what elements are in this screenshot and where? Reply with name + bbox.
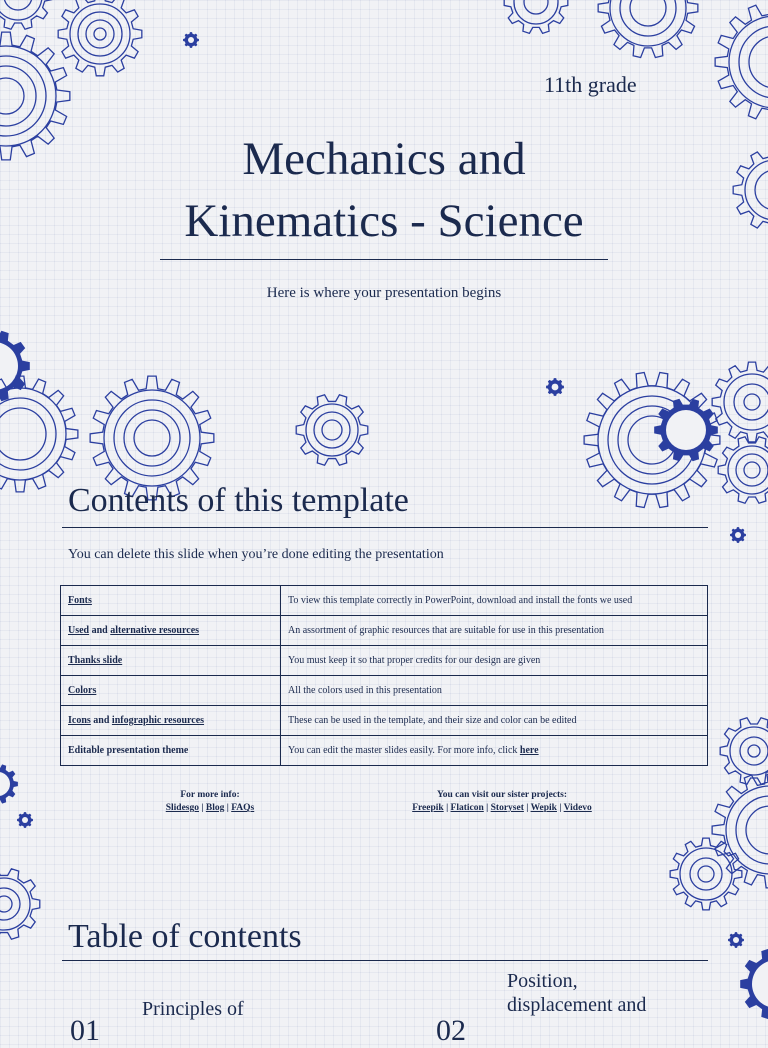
resource-link[interactable]: Used: [68, 625, 90, 636]
resource-name-cell: [61, 736, 281, 766]
sister-projects-heading: You can visit our sister projects:: [436, 790, 568, 800]
resource-label: and: [90, 715, 112, 726]
contents-slide[interactable]: [0, 432, 768, 864]
resource-description: To view this template correctly in PowerPoint, download and install the fonts we used: [288, 595, 633, 606]
resource-link[interactable]: Icons: [68, 715, 91, 726]
resource-name-cell: [61, 646, 281, 676]
toc-number-2: 02: [436, 1014, 466, 1047]
resource-description-cell: [281, 646, 708, 676]
link-separator: |: [443, 803, 451, 813]
sister-project-link[interactable]: Wepik: [530, 803, 557, 813]
more-info-link[interactable]: Blog: [205, 803, 225, 813]
gear-icon: [0, 764, 18, 803]
gear-icon: [728, 932, 744, 948]
table-row: [61, 706, 708, 736]
resource-link[interactable]: alternative resources: [110, 625, 200, 636]
toc-item-2-line-2: displacement and: [507, 994, 647, 1016]
delete-slide-note: You can delete this slide when you’re done editing the presentation: [68, 547, 444, 562]
sister-project-link[interactable]: Flaticon: [450, 803, 484, 813]
resource-name-cell: [61, 586, 281, 616]
resources-table: [60, 585, 708, 766]
sister-project-link[interactable]: Storyset: [490, 803, 524, 813]
toc-item-2-line-1: Position,: [507, 970, 578, 992]
toc-item-1: [142, 997, 244, 1021]
table-row: [61, 646, 708, 676]
link-separator: |: [483, 803, 491, 813]
gear-icon: [740, 949, 768, 1019]
presentation-title: [0, 128, 768, 252]
resource-link[interactable]: Fonts: [68, 595, 92, 606]
gear-icon: [0, 0, 52, 29]
toc-item-2: [507, 969, 646, 1017]
gear-icon: [0, 331, 30, 401]
sister-project-link[interactable]: Freepik: [412, 803, 444, 813]
table-row: [61, 676, 708, 706]
link-separator: |: [523, 803, 531, 813]
gear-icon: [504, 0, 568, 33]
gear-icon: [58, 0, 142, 76]
table-row: [61, 616, 708, 646]
here-link[interactable]: here: [519, 745, 539, 756]
gear-icon: [546, 378, 564, 396]
sister-project-link[interactable]: Videvo: [563, 803, 592, 813]
more-info-link[interactable]: FAQs: [231, 803, 255, 813]
title-line-1: Mechanics and: [242, 133, 526, 185]
resource-description: You must keep it so that proper credits for our design are given: [288, 655, 541, 666]
resource-link[interactable]: Thanks slide: [68, 655, 123, 666]
contents-title: Contents of this template: [68, 482, 409, 519]
gear-icon: [183, 32, 199, 48]
resource-name-cell: [61, 676, 281, 706]
resource-name-cell: [61, 706, 281, 736]
toc-number-1: 01: [70, 1014, 100, 1047]
resource-description-cell: [281, 616, 708, 646]
contents-divider: [62, 527, 708, 528]
title-slide[interactable]: [0, 0, 768, 432]
sister-projects-block: [372, 789, 632, 815]
more-info-links: [120, 802, 300, 815]
resource-description-cell: [281, 706, 708, 736]
resource-link[interactable]: infographic resources: [111, 715, 205, 726]
link-separator: |: [224, 803, 232, 813]
toc-divider: [62, 960, 708, 961]
resource-label: and: [89, 625, 111, 636]
resource-description: You can edit the master slides easily. For more info, click: [288, 745, 520, 756]
gear-icon: [715, 2, 768, 122]
link-separator: |: [556, 803, 564, 813]
gear-icon: [0, 869, 40, 939]
resource-name-cell: [61, 616, 281, 646]
gear-icon: [730, 527, 746, 543]
more-info-heading: For more info:: [180, 790, 240, 800]
toc-item-1-line-1: Principles of: [142, 998, 244, 1020]
table-row: [61, 736, 708, 766]
gear-icon: [718, 437, 768, 504]
gear-icon: [598, 0, 698, 57]
resource-description: All the colors used in this presentation: [288, 685, 442, 696]
link-separator: |: [199, 803, 206, 813]
more-info-block: [120, 789, 300, 815]
resource-description: These can be used in the template, and their size and color can be edited: [288, 715, 577, 726]
table-row: [61, 586, 708, 616]
sister-projects-links: [372, 802, 632, 815]
toc-slide[interactable]: [0, 864, 768, 1047]
resource-description-cell: [281, 736, 708, 766]
gear-icon: [720, 718, 768, 785]
resource-label: Editable presentation theme: [68, 745, 189, 756]
resource-description-cell: [281, 586, 708, 616]
gear-icon: [712, 362, 768, 442]
grade-label: 11th grade: [544, 72, 637, 97]
title-line-2: Kinematics - Science: [184, 195, 584, 247]
resource-description-cell: [281, 676, 708, 706]
more-info-link[interactable]: Slidesgo: [165, 803, 200, 813]
title-divider: [160, 259, 608, 260]
presentation-subtitle: Here is where your presentation begins: [266, 285, 502, 301]
toc-title: Table of contents: [68, 918, 302, 955]
gear-icon: [17, 812, 33, 828]
resource-link[interactable]: Colors: [68, 685, 97, 696]
resource-description: An assortment of graphic resources that are suitable for use in this presentation: [288, 625, 605, 636]
